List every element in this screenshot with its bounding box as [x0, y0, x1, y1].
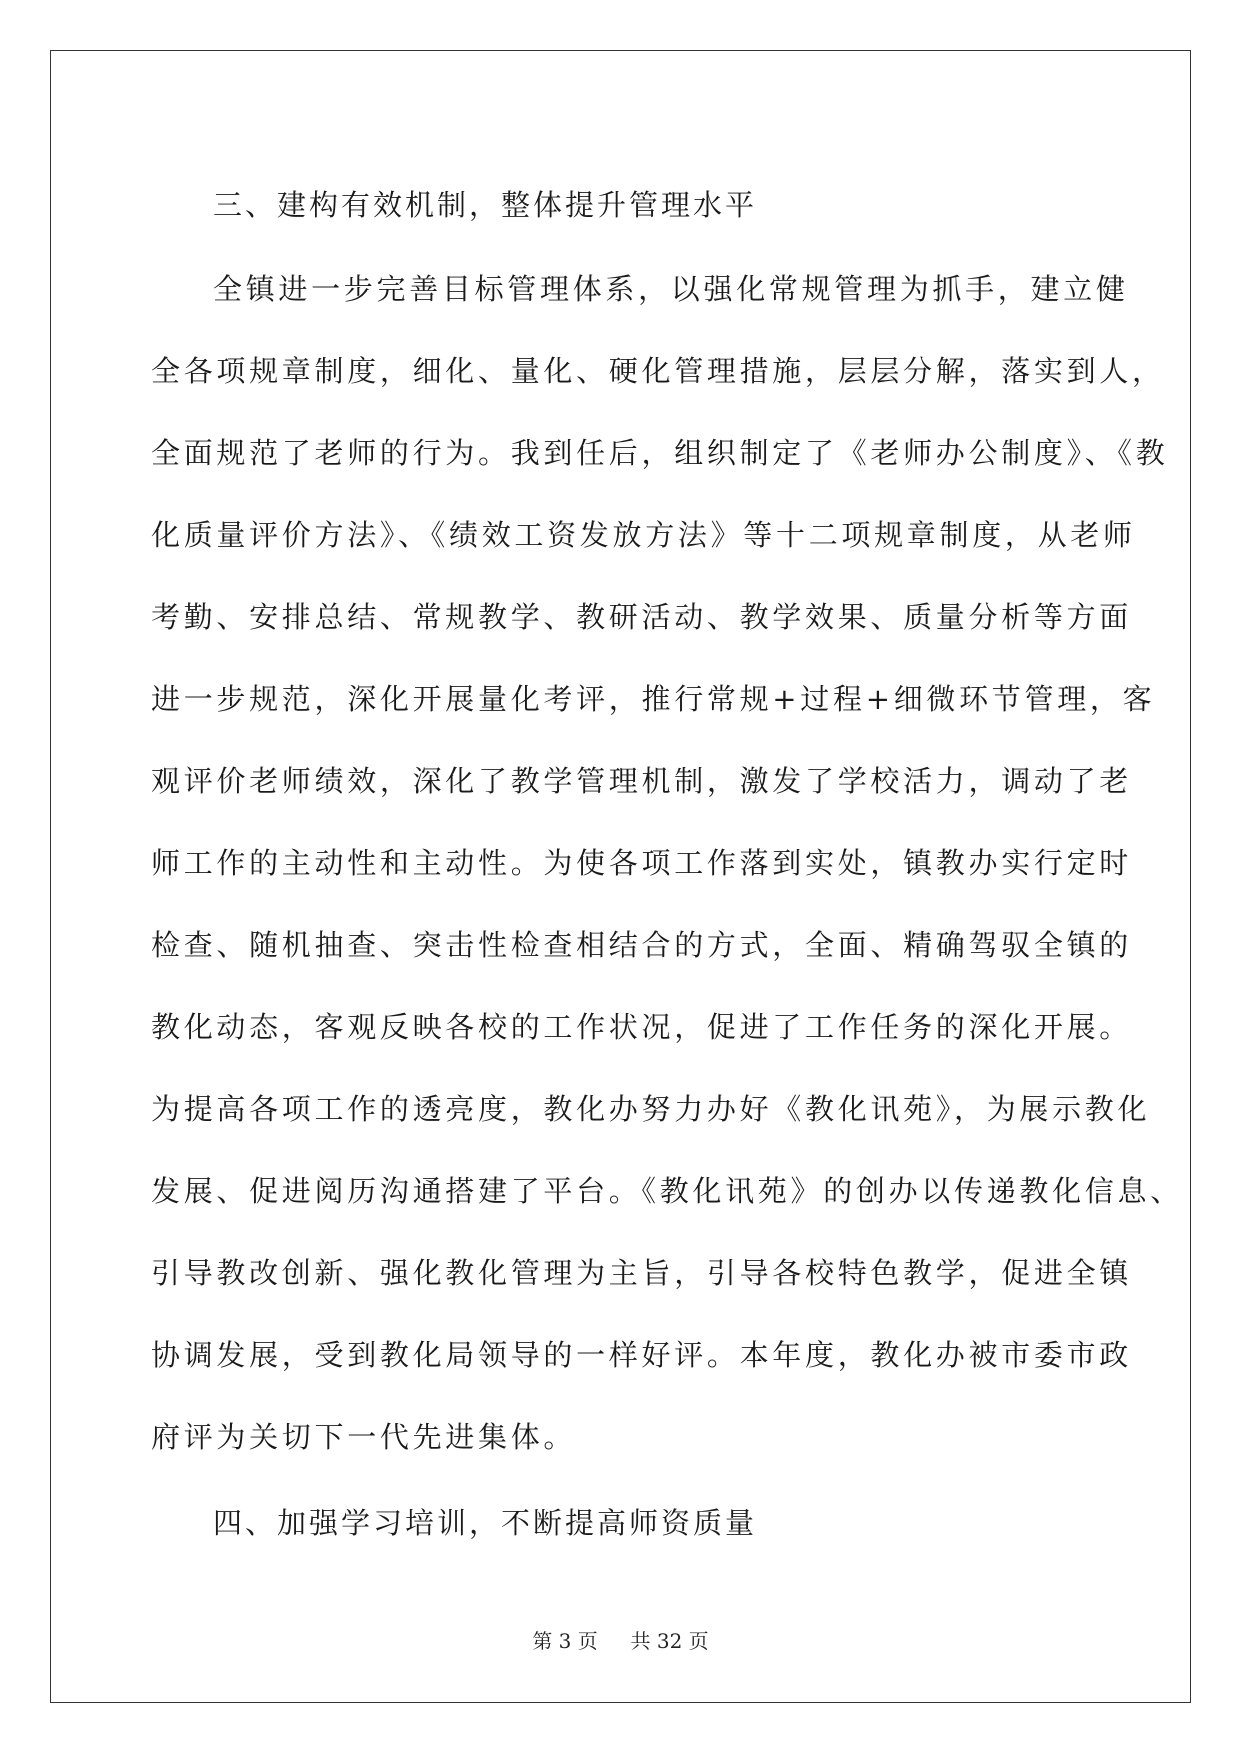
paragraph-line: 发展、促进阅历沟通搭建了平台。《教化讯苑》的创办以传递教化信息、: [151, 1174, 1183, 1208]
paragraph-line: 教化动态，客观反映各校的工作状况，促进了工作任务的深化开展。: [151, 1010, 1133, 1044]
section-heading: 四、加强学习培训，不断提高师资质量: [213, 1506, 758, 1540]
paragraph-line: 考勤、安排总结、常规教学、教研活动、教学效果、质量分析等方面: [151, 600, 1133, 634]
paragraph-line: 全镇进一步完善目标管理体系，以强化常规管理为抓手，建立健: [213, 272, 1129, 306]
paragraph-line: 检查、随机抽查、突击性检查相结合的方式，全面、精确驾驭全镇的: [151, 928, 1133, 962]
paragraph-line: 全面规范了老师的行为。我到任后，组织制定了《老师办公制度》、《教: [151, 436, 1169, 470]
paragraph-line: 全各项规章制度，细化、量化、硬化管理措施，层层分解，落实到人，: [151, 354, 1165, 388]
paragraph-line: 师工作的主动性和主动性。为使各项工作落到实处，镇教办实行定时: [151, 846, 1133, 880]
page-total: 共 32 页: [630, 1629, 709, 1653]
paragraph: [151, 248, 1183, 1478]
document-body: [151, 164, 1183, 1564]
paragraph-line: 协调发展，受到教化局领导的一样好评。本年度，教化办被市委市政: [151, 1338, 1133, 1372]
paragraph-line: 进一步规范，深化开展量化考评，推行常规+过程+细微环节管理，客: [151, 682, 1156, 716]
paragraph-line: 为提高各项工作的透亮度，教化办努力办好《教化讯苑》，为展示教化: [151, 1092, 1151, 1126]
paragraph-line: 化质量评价方法》、《绩效工资发放方法》等十二项规章制度，从老师: [151, 518, 1136, 552]
section-heading: 三、建构有效机制，整体提升管理水平: [213, 188, 758, 222]
page-footer: [0, 1625, 1241, 1654]
paragraph-line: 观评价老师绩效，深化了教学管理机制，激发了学校活力，调动了老: [151, 764, 1133, 798]
paragraph-line: 引导教改创新、强化教化管理为主旨，引导各校特色教学，促进全镇: [151, 1256, 1133, 1290]
page-number: 第 3 页: [532, 1629, 598, 1653]
paragraph-line: 府评为关切下一代先进集体。: [151, 1420, 577, 1454]
